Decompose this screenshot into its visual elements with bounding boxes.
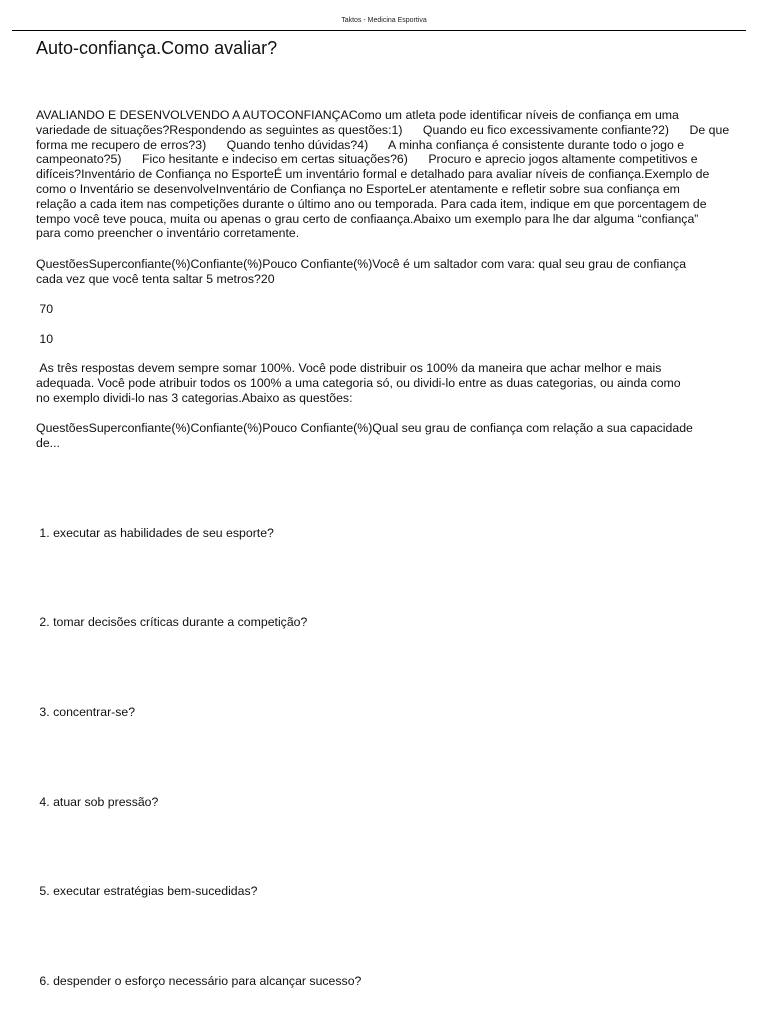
question-item-3: 3. concentrar-se? xyxy=(36,705,136,719)
question-item-4: 4. atuar sob pressão? xyxy=(36,795,159,809)
explanation-paragraph: As três respostas devem sempre somar 100%. Você pode distribuir os 100% da maneira que achar melhor e mais adequada. Você pode atribuir todos os 100% a uma categoria só, ou dividi-lo entre as duas categorias, ou ainda como no exemplo dividi-lo nas 3 categorias.Abaixo as questões: xyxy=(36,361,681,405)
header-rule xyxy=(12,30,746,31)
question-item-5: 5. executar estratégias bem-sucedidas? xyxy=(36,884,258,898)
question-item-2: 2. tomar decisões críticas durante a competição? xyxy=(36,615,308,629)
page-title: Auto-confiança.Como avaliar? xyxy=(36,38,278,58)
question-item-1: 1. executar as habilidades de seu esporte? xyxy=(36,526,274,540)
questions-header-paragraph: QuestõesSuperconfiante(%)Confiante(%)Pouco Confiante(%)Qual seu grau de confiança com relação a sua capacidade de... xyxy=(36,421,693,450)
question-item-6: 6. despender o esforço necessário para alcançar sucesso? xyxy=(36,974,362,988)
running-header: Taktos - Medicina Esportiva xyxy=(341,17,427,24)
example-paragraph: QuestõesSuperconfiante(%)Confiante(%)Pouco Confiante(%)Você é um saltador com vara: qual seu grau de confiança cada vez que você tenta saltar 5 metros?20 xyxy=(36,257,687,286)
intro-paragraph: AVALIANDO E DESENVOLVENDO A AUTOCONFIANÇAComo um atleta pode identificar níveis de confiança em uma variedade de situações?Respondendo as seguintes as questões:1) Quando eu fico excessivamente confiante?2) De que forma me recupero de erros?3) Quando tenho dúvidas?4) A minha confiança é consistente durante todo o jogo e campeonato?5) Fico hesitante e indeciso em certas situações?6) Procuro e aprecio jogos altamente competitivos e difíceis?Inventário de Confiança no EsporteÉ um inventário formal e detalhado para avaliar níveis de confiança.Exemplo de como o Inventário se desenvolveInventário de Confiança no EsporteLer atentamente e refletir sobre sua confiança em relação a cada item nas competições durante o último ano ou temporada. Para cada item, indique em que porcentagem de tempo você teve pouca, muita ou apenas o grau certo de confiaança.Abaixo um exemplo para lhe dar alguma “confiança” para como preencher o inventário corretamente. xyxy=(36,108,730,241)
example-value-confiante: 70 xyxy=(36,302,54,316)
example-value-pouco-confiante: 10 xyxy=(36,332,54,346)
